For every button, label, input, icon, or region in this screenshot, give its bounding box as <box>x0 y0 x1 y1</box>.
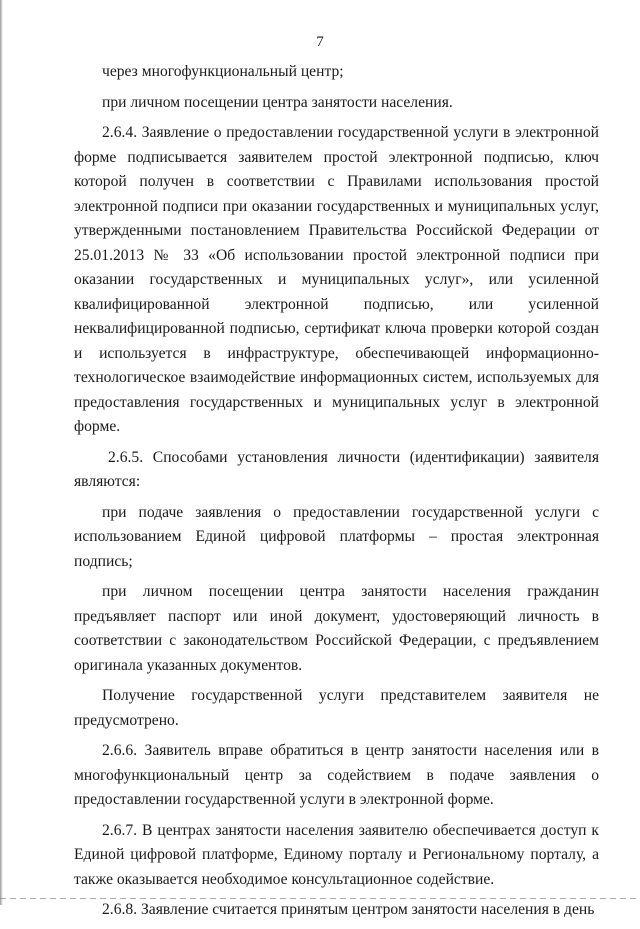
paragraph-2: при личном посещении центра занятости населения. <box>102 93 453 111</box>
paragraph-representative: Получение государственной услуги представителем заявителя не предусмотрено. <box>74 687 599 729</box>
scan-bottom-edge <box>0 898 640 899</box>
page-number: 7 <box>316 34 324 50</box>
paragraph-2-6-8: 2.6.8. Заявление считается принятым центром занятости населения в день <box>102 901 595 918</box>
paragraph-2-6-6: 2.6.6. Заявитель вправе обратиться в центр занятости населения или в многофункциональный центр за содействием в подаче заявления о предоставлении государственной услуги в электронной форме. <box>74 742 599 808</box>
paragraph-2-6-5: 2.6.5. Способами установления личности (идентификации) заявителя являются: <box>74 448 599 490</box>
paragraph-identification-digital: при подаче заявления о предоставлении государственной услуги с использованием Единой цифровой платформы – простая электронная подпись; <box>74 503 599 570</box>
scan-edge <box>0 0 3 905</box>
paragraph-2-6-7: 2.6.7. В центрах занятости населения заявителю обеспечивается доступ к Единой цифровой платформе, Единому порталу и Региональному порталу, а также оказывается необходимое консультационное содействие. <box>74 821 599 888</box>
paragraph-1: через многофункциональный центр; <box>102 63 344 80</box>
paragraph-identification-personal: при личном посещении центра занятости населения гражданин предъявляет паспорт или иной документ, удостоверяющий личность в соответствии с законодательством Российской Федерации, с предъявлением оригинала указанных документов. <box>74 583 599 674</box>
paragraph-2-6-4: 2.6.4. Заявление о предоставлении государственной услуги в электронной форме подписывается заявителем простой электронной подписью, ключ которой получен в соответствии с Правилами использования простой электронной подписи при оказании государственных и муниципальных услуг, утвержденными постановлением Правительства Российской Федерации от 25.01.2013 № 33 «Об использовании простой электронной подписи при оказании государственных и муниципальных услуг», или усиленной квалифицированной электронной подписью, или усиленной неквалифицированной подписью, сертификат ключа проверки которой создан и используется в инфраструктуре, обеспечивающей информационно-технологическое взаимодействие информационных систем, используемых для предоставления государственных и муниципальных услуг в электронной форме. <box>74 124 599 435</box>
document-body <box>74 60 599 929</box>
